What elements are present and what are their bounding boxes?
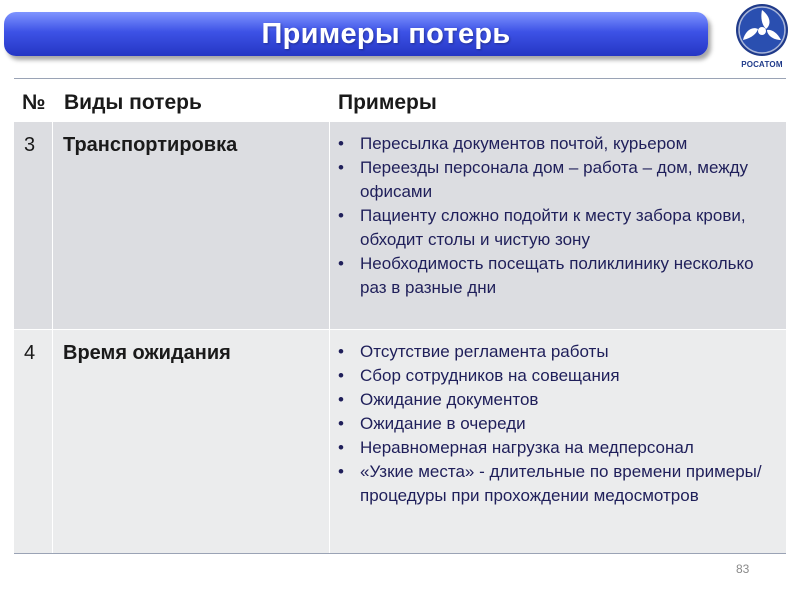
list-item: • Пересылка документов почтой, курьером [336, 132, 776, 156]
row-num-cell [14, 122, 53, 329]
logo-caption: РОСАТОМ [741, 60, 783, 69]
header-num-cell [14, 79, 52, 121]
loss-type: Время ожидания [63, 342, 231, 364]
table-row [14, 329, 786, 554]
loss-type: Транспортировка [63, 134, 238, 156]
table-header-row [14, 79, 786, 121]
list-item: • Пациенту сложно подойти к месту забора крови, обходит столы и чистую зону [336, 204, 776, 252]
row-number: 3 [24, 134, 36, 156]
list-item: • Неравномерная нагрузка на медперсонал [336, 436, 776, 460]
row-examples-cell [330, 330, 786, 554]
list-item: • Ожидание в очереди [336, 412, 776, 436]
row-examples-cell [330, 122, 786, 329]
examples-list [336, 132, 776, 300]
slide-title: Примеры потерь [261, 17, 511, 50]
list-item: • Необходимость посещать поликлинику несколько раз в разные дни [336, 252, 776, 300]
header-examples: Примеры [338, 91, 437, 114]
list-item: • Переезды персонала дом – работа – дом, между офисами [336, 156, 776, 204]
table-row [14, 121, 786, 329]
table-bottom-divider [14, 553, 786, 554]
losses-table [14, 79, 786, 553]
list-item: • «Узкие места» - длительные по времени примеры/процедуры при прохождении медосмотров [336, 460, 776, 508]
list-item: • Отсутствие регламента работы [336, 340, 776, 364]
list-item: • Ожидание документов [336, 388, 776, 412]
row-type-cell [53, 122, 330, 329]
row-num-cell [14, 330, 53, 554]
title-bar [4, 12, 708, 56]
list-item: • Сбор сотрудников на совещания [336, 364, 776, 388]
page-number: 83 [736, 562, 750, 576]
row-number: 4 [24, 342, 36, 364]
header-types: Виды потерь [64, 91, 202, 114]
header-num: № [22, 91, 46, 114]
examples-list [336, 340, 776, 508]
row-type-cell [53, 330, 330, 554]
